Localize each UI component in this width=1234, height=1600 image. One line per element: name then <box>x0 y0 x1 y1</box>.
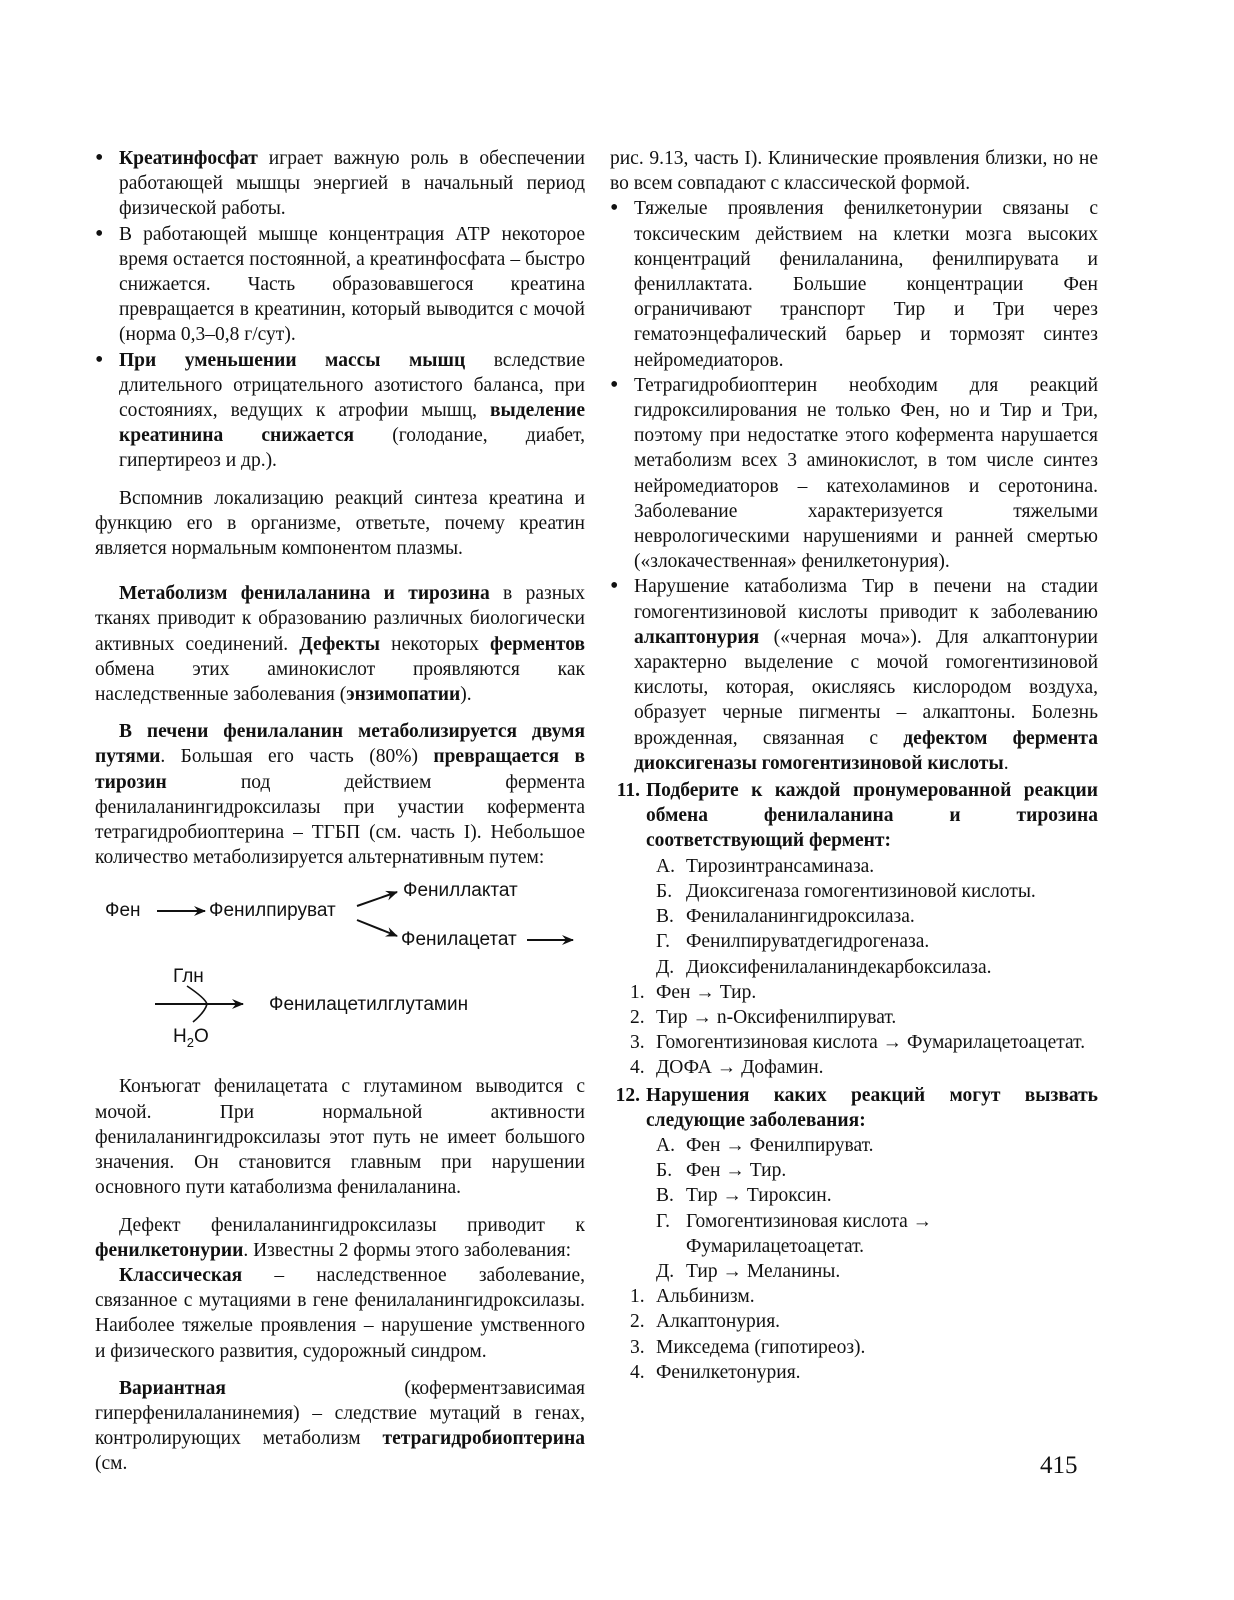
bullet-list-creatine <box>95 146 585 474</box>
question-11-options <box>610 854 1098 980</box>
bullet-tetrahydrobiopterin: • Тетрагидробиоптерин необходим для реакций гидроксилирования не только Фен, но и Тир и Три, поэтому при недостатке этого кофермента нарушается метаболизм всех 3 аминокислот, в том числе синтез нейромедиаторов – катехоламинов и серотонина. Заболевание характеризуется тяжелыми неврологическими нарушениями и ранней смертью («злокачественная» фенилкетонурия). <box>610 373 1098 575</box>
arrow-to-acetate <box>357 920 397 936</box>
paragraph-variant: Вариантная (коферментзависимая гиперфенилаланинемия) – следствие мутаций в генах, контролирующих метаболизм тетрагидробиоптерина (см. <box>95 1377 585 1475</box>
scheme-product: Фенилацетилглутамин <box>269 994 469 1016</box>
question-12-options <box>610 1133 1098 1284</box>
numbered-item: 1. Альбинизм. <box>630 1286 755 1308</box>
scheme-gln: Глн <box>173 966 204 988</box>
scheme-pyruvate: Фенилпируват <box>209 900 336 922</box>
bullet-alkaptonuria: • Нарушение катаболизма Тир в печени на стадии гомогентизиновой кислоты приводит к заболеванию алкаптонурия («черная моча»). Для алкаптонурии характерно выделение с мочой гомогентизиновой кислоты, которая, окисляясь кислородом воздуха, образует черные пигменты – алкаптоны. Болезнь врожденная, связанная с дефектом фермента диоксигеназы гомогентизиновой кислоты. <box>610 574 1098 776</box>
scheme-lactate: Фениллактат <box>403 880 518 902</box>
question-11 <box>610 778 1098 1080</box>
numbered-item: 2. Тир → n-Оксифенилпируват. <box>630 1006 897 1028</box>
numbered-item: 4. ДОФА → Дофамин. <box>630 1057 824 1079</box>
option: Г. Фенилпируватдегидрогеназа. <box>656 931 930 953</box>
option: Б. Фен → Тир. <box>656 1160 787 1182</box>
paragraph-liver: В печени фенилаланин метаболизируется двумя путями. Большая его часть (80%) превращается в тирозин под действием фермента фенилаланингидроксилазы при участии кофермента тетрагидробиоптерина – ТГБП (см. часть I). Небольшое количество метаболизируется альтернативным путем: <box>95 721 585 869</box>
option: Д. Тир → Меланины. <box>656 1260 841 1282</box>
left-column <box>95 146 585 1477</box>
numbered-item: 3. Гомогентизиновая кислота → Фумарилацетоацетат. <box>630 1032 1086 1054</box>
bullet-muscle-mass: • При уменьшении массы мышц вследствие длительного отрицательного азотистого баланса, при состояниях, ведущих к атрофии мышц, выделение креатинина снижается (голодание, диабет, гипертиреоз и др.). <box>95 348 585 474</box>
reaction-scheme <box>95 878 585 1070</box>
question-paragraph: Вспомнив локализацию реакций синтеза креатина и функцию его в организме, ответьте, почему креатин является нормальным компонентом плазмы. <box>95 487 585 560</box>
paragraph-classic: Классическая – наследственное заболевание, связанное с мутациями в гене фенилаланингидроксилазы. Наиболее тяжелые проявления – нарушение умственного и физического развития, судорожный синдром. <box>95 1264 585 1362</box>
option: Д. Диоксифенилаланиндекарбоксилаза. <box>656 956 992 978</box>
option: В. Тир → Тироксин. <box>656 1185 832 1207</box>
option: В. Фенилаланингидроксилаза. <box>656 906 915 928</box>
numbered-item: 3. Микседема (гипотиреоз). <box>630 1336 866 1358</box>
question-12-title: 12. Нарушения каких реакций могут вызвать следующие заболевания: <box>615 1084 1098 1131</box>
paragraph-metabolism: Метаболизм фенилаланина и тирозина в разных тканях приводит к образованию различных биологически активных соединений. Дефекты некоторых ферментов обмена этих аминокислот проявляются как наследственные заболевания (энзимопатии). <box>95 583 586 706</box>
bullet-severe-pku: • Тяжелые проявления фенилкетонурии связаны с токсическим действием на клетки мозга высоких концентраций фенилаланина, фенилпирувата и фениллактата. Большие концентрации Фен ограничивают транспорт Тир и Три через гематоэнцефалический барьер и тормозят синтез нейромедиаторов. <box>610 196 1098 372</box>
question-11-items <box>610 980 1098 1081</box>
paragraph-continuation: рис. 9.13, часть I). Клинические проявления близки, но не во всем совпадают с классической формой. <box>610 148 1098 195</box>
option: А. Фен → Фенилпируват. <box>656 1134 874 1156</box>
numbered-item: 4. Фенилкетонурия. <box>630 1361 801 1383</box>
scheme-acetate: Фенилацетат <box>401 929 517 951</box>
scheme-phen: Фен <box>105 900 141 922</box>
numbered-item: 1. Фен → Тир. <box>630 981 757 1003</box>
question-11-title: 11. Подберите к каждой пронумерованной реакции обмена фенилаланина и тирозина соответствующий фермент: <box>616 780 1098 852</box>
bullet-creatine-phosphate: • Креатинфосфат играет важную роль в обеспечении работающей мышцы энергией в начальный период физической работы. <box>95 146 585 222</box>
option: Б. Диоксигеназа гомогентизиновой кислоты. <box>656 880 1036 902</box>
question-12 <box>610 1083 1098 1385</box>
right-column <box>610 146 1098 1385</box>
arrow-to-lactate <box>357 892 397 906</box>
paragraph-defect: Дефект фенилаланингидроксилазы приводит к фенилкетонурии. Известны 2 формы этого заболевания: <box>95 1214 585 1261</box>
page-number: 415 <box>1040 1452 1078 1479</box>
numbered-item: 2. Алкаптонурия. <box>630 1311 781 1333</box>
scheme-arrows <box>95 878 585 1070</box>
bullet-list-pku <box>610 196 1098 776</box>
paragraph-conjugate: Конъюгат фенилацетата с глутамином выводится с мочой. При нормальной активности фенилаланингидроксилазы этот путь не имеет большого значения. Он становится главным при нарушении основного пути катаболизма фенилаланина. <box>95 1076 585 1199</box>
question-12-items <box>610 1284 1098 1385</box>
scheme-water: $H_2O$ <box>173 1026 209 1051</box>
option: А. Тирозинтрансаминаза. <box>656 855 875 877</box>
arrow-water-out <box>193 1004 207 1022</box>
bullet-atp-concentration: • В работающей мышце концентрация АТР некоторое время остается постоянной, а креатинфосфата – быстро снижается. Часть образовавшегося креатина превращается в креатинин, который выводится с мочой (норма 0,3–0,8 г/сут). <box>95 222 585 348</box>
option: Г. Гомогентизиновая кислота → Фумарилацетоацетат. <box>656 1210 933 1257</box>
